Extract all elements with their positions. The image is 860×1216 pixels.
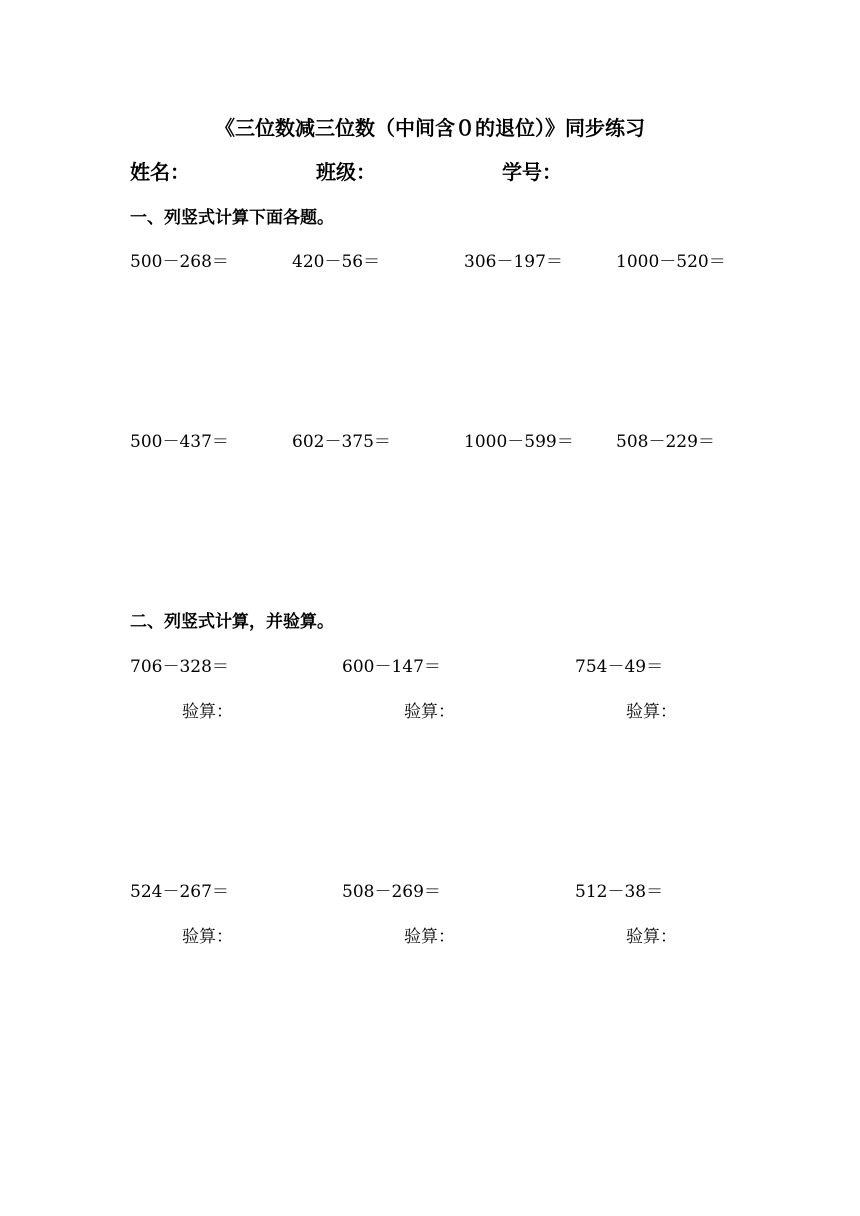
problem-1-2: 420－56＝: [292, 252, 381, 272]
problem-2-4: 524－267＝: [130, 882, 229, 902]
problem-2-6: 512－38＝: [575, 882, 664, 902]
class-label: 班级：: [316, 160, 376, 184]
problem-1-1: 500－268＝: [130, 252, 229, 272]
section-1-heading: 一、列竖式计算下面各题。: [130, 208, 334, 228]
problem-1-7: 1000－599＝: [464, 432, 574, 452]
problem-2-5: 508－269＝: [342, 882, 441, 902]
problem-2-3: 754－49＝: [575, 657, 664, 677]
problem-2-2: 600－147＝: [342, 657, 441, 677]
problem-1-5: 500－437＝: [130, 432, 229, 452]
check-label-2-1: 验算：: [182, 702, 233, 722]
problem-2-1: 706－328＝: [130, 657, 229, 677]
page-title: 《三位数减三位数（中间含０的退位）》同步练习: [215, 116, 645, 140]
check-label-2-6: 验算：: [626, 927, 677, 947]
problem-1-8: 508－229＝: [616, 432, 715, 452]
check-label-2-5: 验算：: [404, 927, 455, 947]
check-label-2-3: 验算：: [626, 702, 677, 722]
section-2-heading: 二、列竖式计算，并验算。: [130, 612, 334, 632]
name-label: 姓名：: [130, 160, 190, 184]
student-id-label: 学号：: [502, 160, 562, 184]
problem-1-3: 306－197＝: [464, 252, 563, 272]
check-label-2-2: 验算：: [404, 702, 455, 722]
check-label-2-4: 验算：: [182, 927, 233, 947]
problem-1-4: 1000－520＝: [616, 252, 726, 272]
problem-1-6: 602－375＝: [292, 432, 391, 452]
